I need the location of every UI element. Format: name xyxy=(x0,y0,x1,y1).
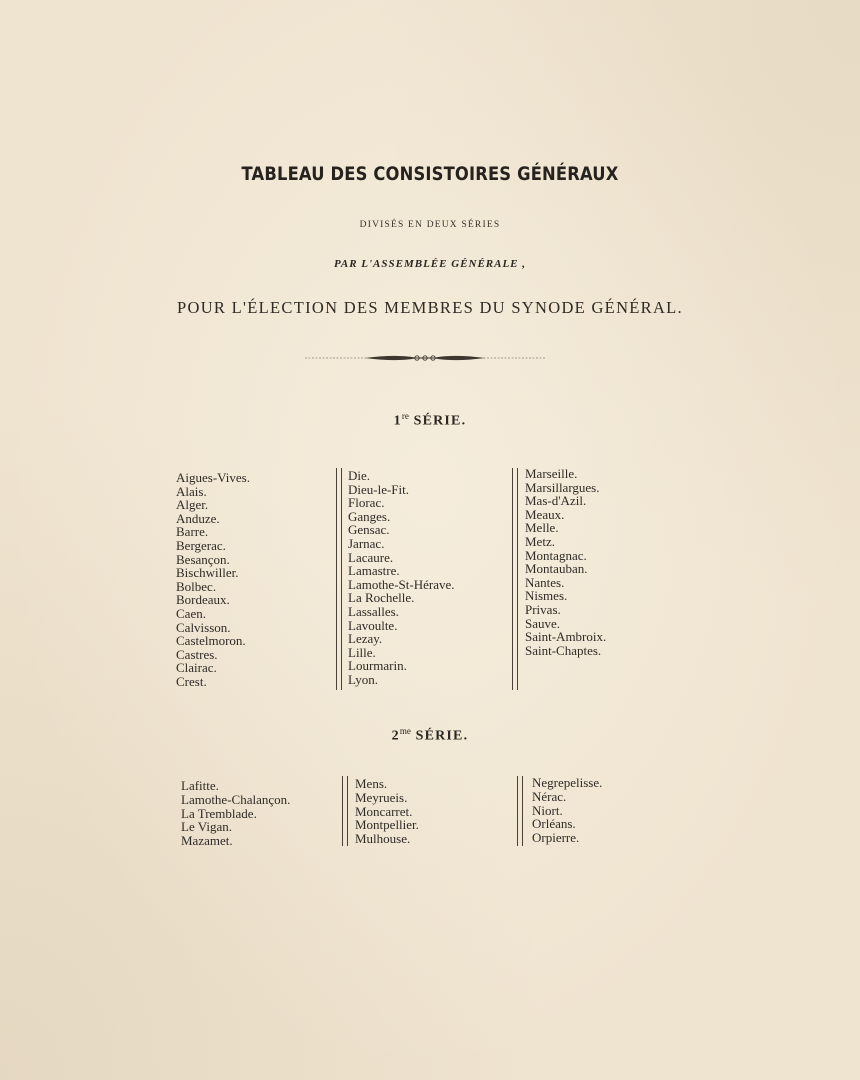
consistory-name: Bergerac. xyxy=(176,537,226,553)
consistory-name: La Tremblade. xyxy=(181,805,257,821)
series2-column-2 xyxy=(355,777,419,846)
consistory-name: Ganges. xyxy=(348,508,391,524)
consistory-name: Negrepelisse. xyxy=(532,775,603,790)
consistory-name: Lamastre. xyxy=(348,563,400,579)
series1-suffix: re xyxy=(401,411,409,421)
series2-heading xyxy=(0,726,860,745)
consistory-name: Lamothe-St-Hérave. xyxy=(348,576,455,592)
consistory-name: Melle. xyxy=(525,520,559,536)
ornament-divider xyxy=(305,351,545,365)
consistory-name: La Rochelle. xyxy=(348,590,415,606)
consistory-name: Meyrueis. xyxy=(355,789,408,805)
consistory-name: Nérac. xyxy=(532,788,567,804)
consistory-name: Bordeaux. xyxy=(176,592,230,608)
column-rule xyxy=(512,468,518,690)
series1-column-1 xyxy=(176,471,250,689)
consistory-name: Nismes. xyxy=(525,588,568,604)
consistory-name: Meaux. xyxy=(525,506,565,522)
consistory-name: Alais. xyxy=(176,483,207,499)
consistory-name: Marsillargues. xyxy=(525,479,600,495)
consistory-name: Anduze. xyxy=(176,510,220,526)
consistory-name: Florac. xyxy=(348,495,385,511)
page-title: TABLEAU DES CONSISTOIRES GÉNÉRAUX xyxy=(241,163,619,185)
column-rule xyxy=(336,468,342,690)
consistory-name: Bolbec. xyxy=(176,578,217,594)
series2-column-3 xyxy=(532,776,602,845)
consistory-name: Lezay. xyxy=(348,631,383,647)
consistory-name: Lamothe-Chalançon. xyxy=(181,791,291,807)
consistory-name: Sauve. xyxy=(525,615,561,631)
consistory-name: Castelmoron. xyxy=(176,633,246,649)
series1-number: 1 xyxy=(393,413,402,429)
series2-column-1 xyxy=(181,779,290,848)
consistory-name: Besançon. xyxy=(176,551,230,567)
consistory-name: Mens. xyxy=(355,776,388,791)
consistory-name: Montagnac. xyxy=(525,547,587,563)
consistory-name: Barre. xyxy=(176,524,209,540)
consistory-name: Lassalles. xyxy=(348,603,399,619)
consistory-name: Lille. xyxy=(348,644,376,660)
consistory-name: Lyon. xyxy=(348,671,378,687)
consistory-name: Castres. xyxy=(176,646,218,662)
column-rule xyxy=(517,776,523,846)
consistory-name: Caen. xyxy=(176,605,206,621)
consistory-name: Montpellier. xyxy=(355,817,419,833)
consistory-name: Niort. xyxy=(532,802,563,818)
consistory-name: Jarnac. xyxy=(348,535,385,551)
consistory-name: Mulhouse. xyxy=(355,831,411,847)
consistory-name: Lacaure. xyxy=(348,549,394,565)
subtitle-election: POUR L'ÉLECTION DES MEMBRES DU SYNODE GÉNÉRAL. xyxy=(177,298,683,317)
consistory-name: Clairac. xyxy=(176,660,217,676)
consistory-name: Le Vigan. xyxy=(181,819,232,835)
consistory-name: Saint-Ambroix. xyxy=(525,629,607,645)
consistory-name: Dieu-le-Fit. xyxy=(348,481,410,497)
consistory-name: Crest. xyxy=(176,673,207,689)
series2-label: SÉRIE. xyxy=(415,728,469,744)
consistory-name: Marseille. xyxy=(525,466,578,481)
consistory-name: Privas. xyxy=(525,601,561,617)
subtitle-divided: DIVISÉS EN DEUX SÉRIES xyxy=(359,220,501,230)
consistory-name: Lafitte. xyxy=(181,778,219,793)
consistory-name: Alger. xyxy=(176,497,209,513)
consistory-name: Aigues-Vives. xyxy=(176,470,250,485)
consistory-name: Die. xyxy=(348,468,371,483)
consistory-name: Nantes. xyxy=(525,574,565,590)
consistory-name: Moncarret. xyxy=(355,803,413,819)
series1-column-2 xyxy=(348,469,454,687)
consistory-name: Gensac. xyxy=(348,522,390,538)
series2-suffix: me xyxy=(399,726,411,736)
consistory-name: Montauban. xyxy=(525,561,588,577)
consistory-name: Bischwiller. xyxy=(176,565,239,581)
subtitle-assembly: PAR L'ASSEMBLÉE GÉNÉRALE , xyxy=(333,258,527,270)
column-rule xyxy=(342,776,348,846)
consistory-name: Saint-Chaptes. xyxy=(525,642,602,658)
consistory-name: Mas-d'Azil. xyxy=(525,493,587,509)
series2-number: 2 xyxy=(391,728,400,744)
consistory-name: Metz. xyxy=(525,533,555,549)
consistory-name: Orléans. xyxy=(532,816,576,832)
series1-label: SÉRIE. xyxy=(413,413,467,429)
consistory-name: Mazamet. xyxy=(181,833,233,849)
series1-heading xyxy=(0,411,860,430)
consistory-name: Orpierre. xyxy=(532,830,580,846)
series1-column-3 xyxy=(525,467,606,657)
consistory-name: Calvisson. xyxy=(176,619,231,635)
consistory-name: Lourmarin. xyxy=(348,658,407,674)
consistory-name: Lavoulte. xyxy=(348,617,398,633)
